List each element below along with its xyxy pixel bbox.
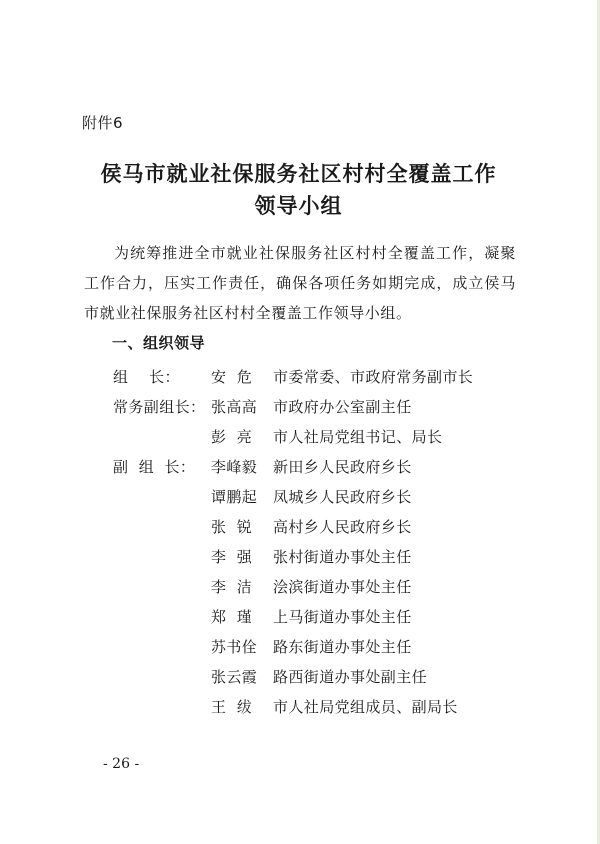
member-row xyxy=(0,572,597,602)
member-duty: 张村街道办事处主任 xyxy=(273,548,412,566)
member-row xyxy=(0,392,597,422)
member-row xyxy=(0,422,597,452)
member-duty: 浍滨街道办事处主任 xyxy=(273,578,412,596)
member-duty: 市人社局党组书记、局长 xyxy=(273,428,443,446)
member-duty: 新田乡人民政府乡长 xyxy=(273,458,412,476)
member-name: 苏书佺 xyxy=(211,638,258,656)
member-row xyxy=(0,482,597,512)
member-name: 李 强 xyxy=(211,548,253,566)
member-name: 张 锐 xyxy=(211,518,253,536)
member-row xyxy=(0,602,597,632)
member-role: 常务副组长： xyxy=(113,398,206,416)
member-duty: 凤城乡人民政府乡长 xyxy=(273,488,412,506)
document-title-line-1: 侯马市就业社保服务社区村村全覆盖工作 xyxy=(100,161,497,186)
member-name: 王 绂 xyxy=(211,698,253,716)
member-duty: 高村乡人民政府乡长 xyxy=(273,518,412,536)
member-name: 郑 瑾 xyxy=(211,608,253,626)
intro-paragraph: 为统筹推进全市就业社保服务社区村村全覆盖工作，凝聚工作合力，压实工作责任，确保各项任务如期完成，成立侯马市就业社保服务社区村村全覆盖工作领导小组。 xyxy=(84,244,516,322)
member-name: 谭鹏起 xyxy=(211,488,258,506)
member-role: 组 长： xyxy=(113,368,180,386)
member-row xyxy=(0,542,597,572)
document-title-line-2: 领导小组 xyxy=(254,193,343,218)
member-duty: 市委常委、市政府常务副市长 xyxy=(273,368,474,386)
attachment-label: 附件6 xyxy=(82,114,124,132)
member-name: 安 危 xyxy=(211,368,253,386)
member-row xyxy=(0,692,597,722)
member-row xyxy=(0,662,597,692)
member-row xyxy=(0,632,597,662)
member-name: 李 洁 xyxy=(211,578,253,596)
member-name: 彭 亮 xyxy=(211,428,253,446)
member-duty: 市政府办公室副主任 xyxy=(273,398,412,416)
member-name: 张云霞 xyxy=(211,668,258,686)
member-row xyxy=(0,512,597,542)
member-duty: 上马街道办事处主任 xyxy=(273,608,412,626)
member-row xyxy=(0,362,597,392)
page-number: - 26 - xyxy=(103,756,140,772)
member-row xyxy=(0,452,597,482)
member-duty: 路东街道办事处主任 xyxy=(273,638,412,656)
member-duty: 路西街道办事处副主任 xyxy=(273,668,428,686)
member-duty: 市人社局党组成员、副局长 xyxy=(273,698,458,716)
section-heading-organization: 一、组织领导 xyxy=(112,334,206,352)
member-name: 李峰毅 xyxy=(211,458,258,476)
member-role: 副 组 长： xyxy=(113,458,196,476)
member-name: 张高高 xyxy=(211,398,258,416)
